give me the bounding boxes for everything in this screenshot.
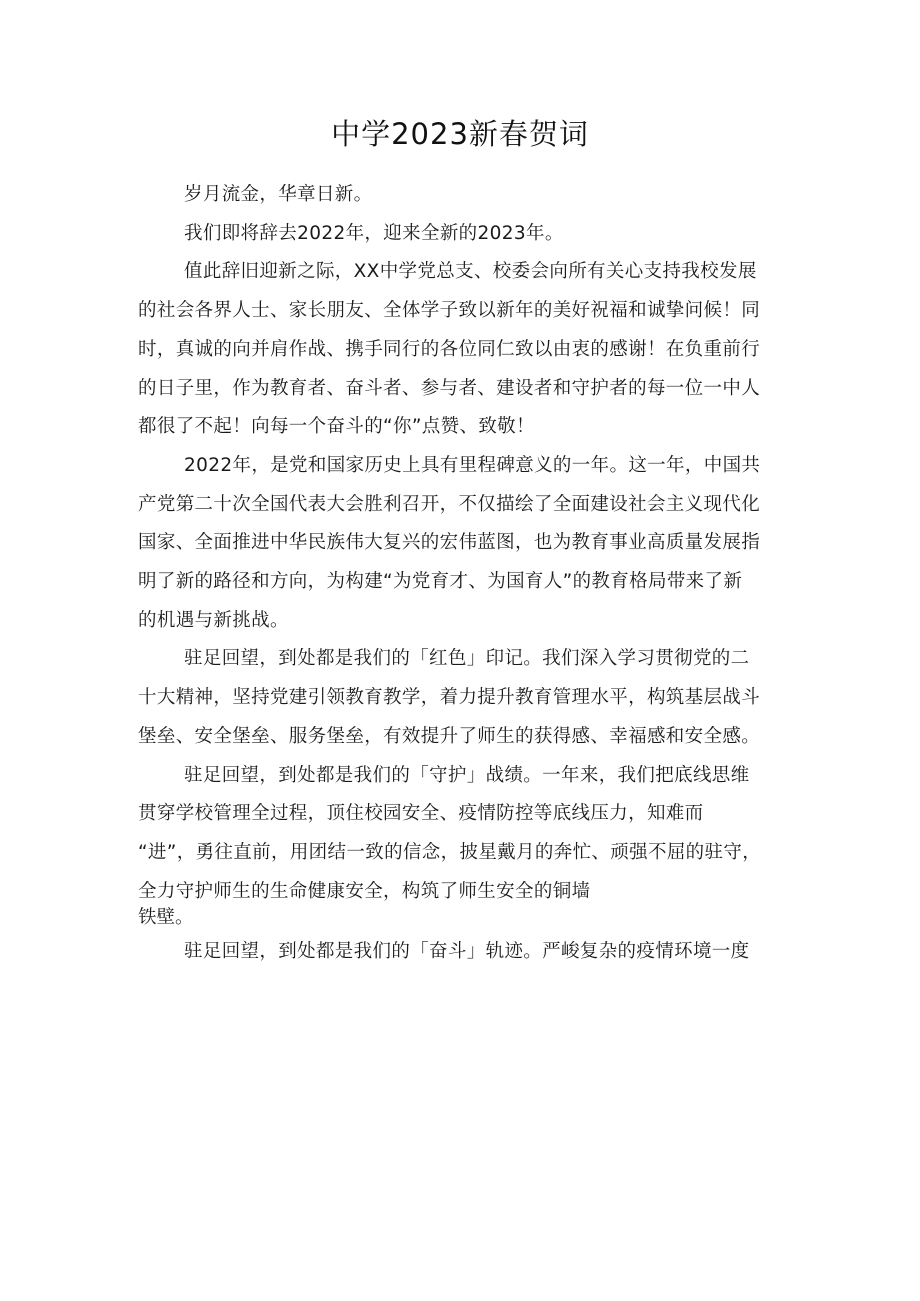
- paragraph-line: 我们即将辞去2022年，迎来全新的2023年。: [184, 222, 564, 244]
- paragraph-line: 值此辞旧迎新之际，XX中学党总支、校委会向所有关心支持我校发展: [184, 261, 757, 283]
- paragraph-line: 都很了不起！向每一个奋斗的“你”点赞、致敬！: [138, 416, 535, 438]
- paragraph-7: [138, 933, 788, 972]
- paragraph-line: 的日子里，作为教育者、奋斗者、参与者、建设者和守护者的每一位一中人: [138, 377, 761, 399]
- paragraph-line: 驻足回望，到处都是我们的「红色」印记。我们深入学习贯彻党的二: [184, 648, 750, 670]
- paragraph-line: 全力守护师生的生命健康安全，构筑了师生安全的铜墙: [138, 880, 591, 902]
- paragraph-4: [138, 447, 788, 641]
- paragraph-line: 驻足回望，到处都是我们的「奋斗」轨迹。严峻复杂的疫情环境一度: [184, 941, 750, 963]
- document-body: [138, 176, 788, 972]
- paragraph-3: [138, 253, 788, 447]
- paragraph-line: 产党第二十次全国代表大会胜利召开，不仅描绘了全面建设社会主义现代化: [138, 493, 761, 515]
- document-title: 中学2023新春贺词: [331, 117, 589, 151]
- paragraph-line: 明了新的路径和方向，为构建“为党育才、为国育人”的教育格局带来了新: [138, 571, 743, 593]
- paragraph-line: 国家、全面推进中华民族伟大复兴的宏伟蓝图，也为教育事业高质量发展指: [138, 532, 761, 554]
- paragraph-line: 十大精神，坚持党建引领教育教学，着力提升教育管理水平，构筑基层战斗: [138, 687, 761, 709]
- paragraph-line: 堡垒、安全堡垒、服务堡垒，有效提升了师生的获得感、幸福感和安全感。: [138, 725, 761, 747]
- paragraph-line: 贯穿学校管理全过程，顶住校园安全、疫情防控等底线压力，知难而: [138, 803, 704, 825]
- paragraph-line: 2022年，是党和国家历史上具有里程碑意义的一年。这一年，中国共: [184, 454, 761, 476]
- paragraph-tail-line: 铁壁。: [138, 907, 194, 929]
- paragraph-line: 时，真诚的向并肩作战、携手同行的各位同仁致以由衷的感谢！在负重前行: [138, 338, 761, 360]
- paragraph-line: 驻足回望，到处都是我们的「守护」战绩。一年来，我们把底线思维: [184, 764, 750, 786]
- paragraph-line: 岁月流金，华章日新。: [184, 184, 373, 205]
- paragraph-1: [138, 176, 788, 215]
- paragraph-line: “进”，勇往直前，用团结一致的信念，披星戴月的奔忙、顽强不屈的驻守，: [138, 841, 762, 863]
- paragraph-6: [138, 757, 788, 930]
- paragraph-5: [138, 640, 788, 756]
- paragraph-2: [138, 215, 788, 254]
- paragraph-line: 的社会各界人士、家长朋友、全体学子致以新年的美好祝福和诚挚问候！同: [138, 300, 761, 322]
- paragraph-line: 的机遇与新挑战。: [138, 609, 289, 631]
